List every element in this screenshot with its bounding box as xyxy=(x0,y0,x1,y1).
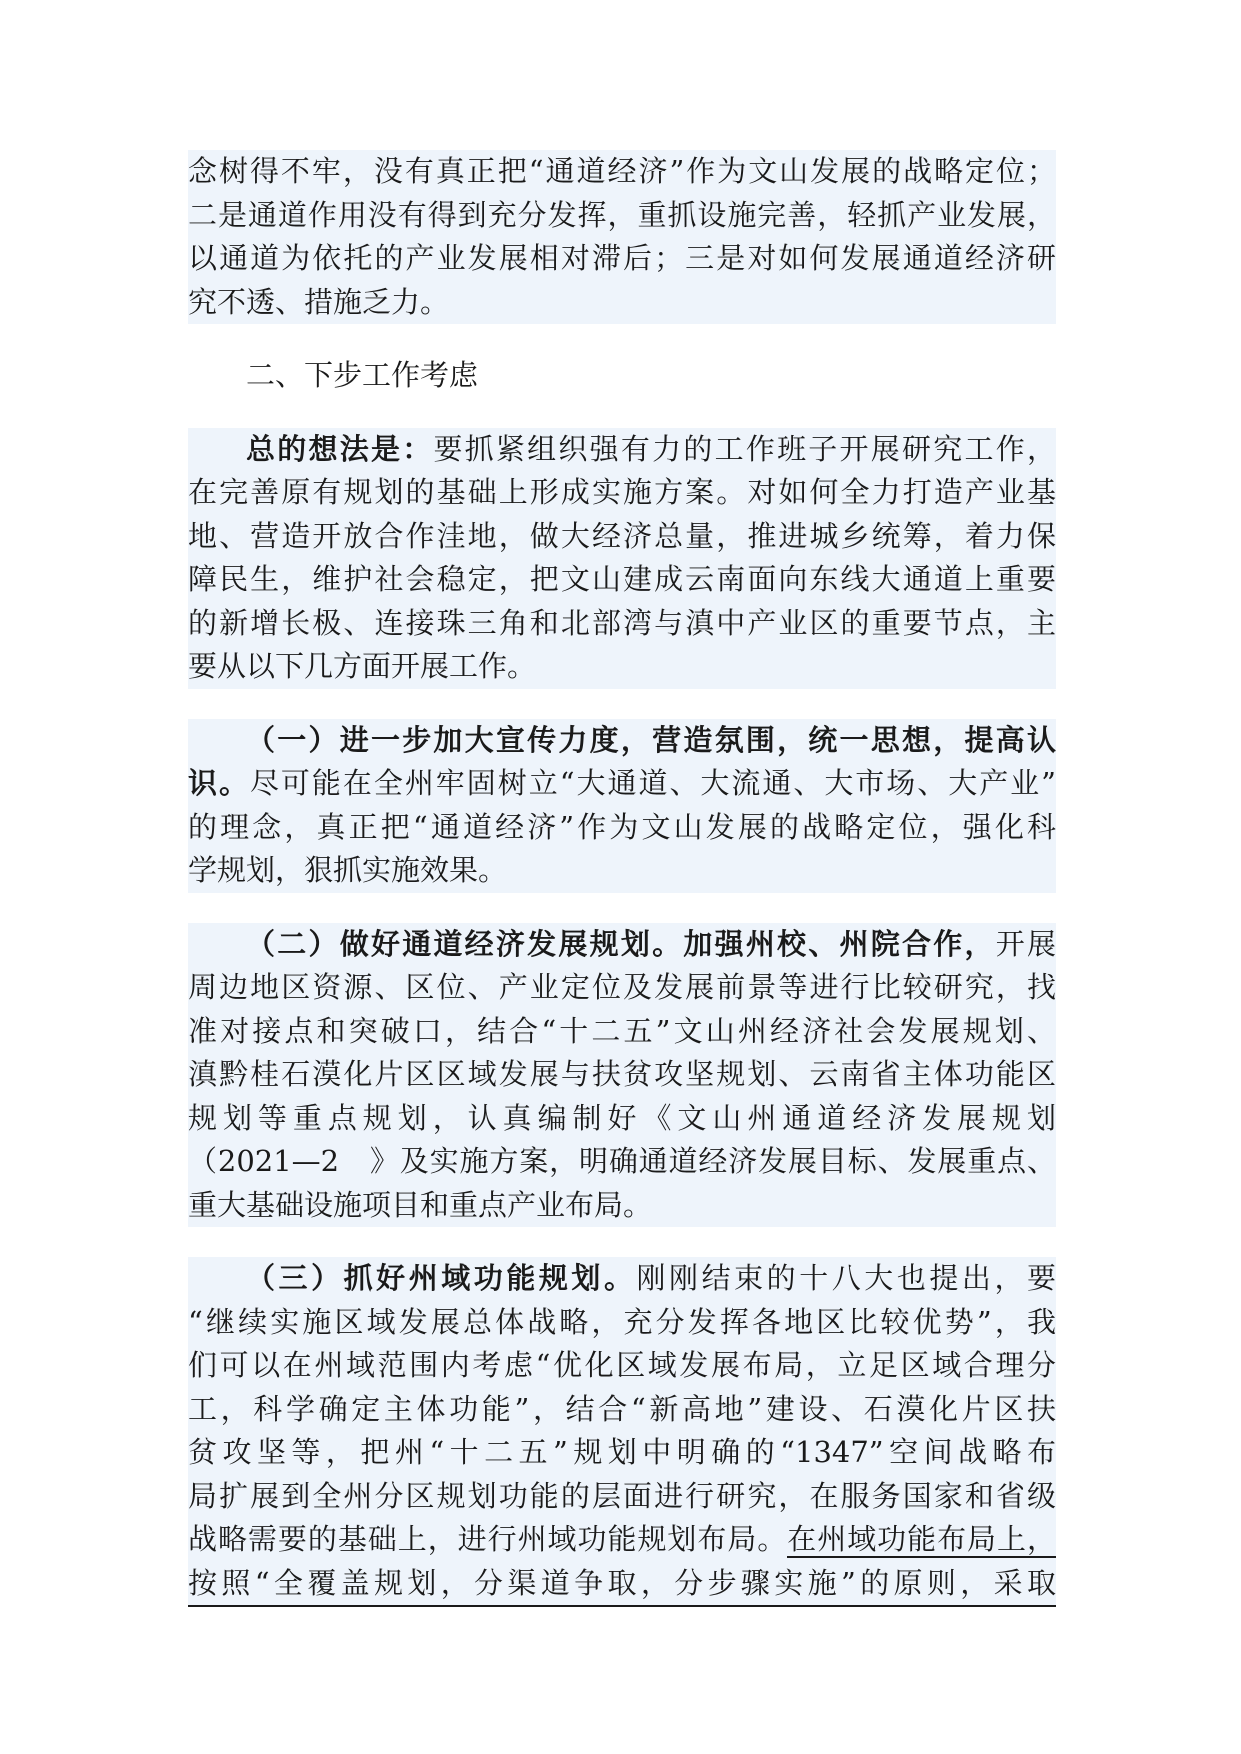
text-line: “继续实施区域发展总体战略，充分发挥各地区比较优势”，我 xyxy=(188,1304,1056,1339)
text-run: 开展 xyxy=(995,926,1056,961)
text-line: 地、营造开放合作洼地，做大经济总量，推进城乡统筹，着力保 xyxy=(188,518,1056,553)
document-page xyxy=(188,150,1056,1637)
text-line: 周边地区资源、区位、产业定位及发展前景等进行比较研究，找 xyxy=(188,970,1056,1004)
bold-lead: （三）抓好州域功能规划。 xyxy=(246,1261,637,1295)
text-line: 二是通道作用没有得到充分发挥，重抓设施完善，轻抓产业发展， xyxy=(188,197,1056,232)
text-line: 障民生，维护社会稳定，把文山建成云南面向东线大通道上重要 xyxy=(188,562,1056,596)
text-run: 战略需要的基础上，进行州域功能规划布局。 xyxy=(188,1522,788,1556)
text-line: 工，科学确定主体功能”，结合“新高地”建设、石漠化片区扶 xyxy=(188,1391,1056,1426)
underlined-text: 在州域功能布局上， xyxy=(787,1522,1056,1556)
text-line: 要从以下几方面开展工作。 xyxy=(188,649,537,683)
bold-lead: 总的想法是： xyxy=(246,431,434,466)
text-line: 准对接点和突破口，结合“十二五”文山州经济社会发展规划、 xyxy=(188,1013,1056,1048)
text-line: 贫攻坚等，把州“十二五”规划中明确的“1347”空间战略布 xyxy=(188,1435,1056,1469)
paragraph-intro xyxy=(188,150,1056,324)
text-line xyxy=(188,1518,1056,1562)
paragraph-overall xyxy=(188,428,1056,689)
text-line: 重大基础设施项目和重点产业布局。 xyxy=(188,1187,653,1222)
text-line: 局扩展到全州分区规划功能的层面进行研究，在服务国家和省级 xyxy=(188,1478,1056,1513)
bold-lead: （二）做好通道经济发展规划。加强州校、州院合作， xyxy=(246,926,996,961)
text-line xyxy=(188,762,1056,806)
text-line: （2021—2 》及实施方案，明确通道经济发展目标、发展重点、 xyxy=(188,1144,1056,1178)
text-line xyxy=(188,428,1056,472)
bold-lead: 识。 xyxy=(188,766,250,800)
section-heading: 二、下步工作考虑 xyxy=(246,358,479,392)
text-line: 以通道为依托的产业发展相对滞后；三是对如何发展通道经济研 xyxy=(188,241,1056,275)
paragraph-section-two xyxy=(188,923,1056,1228)
paragraph-section-three xyxy=(188,1257,1056,1607)
text-line: 滇黔桂石漠化片区区域发展与扶贫攻坚规划、云南省主体功能区 xyxy=(188,1057,1056,1091)
text-line xyxy=(188,923,1056,967)
text-run: 刚刚结束的十八大也提出，要 xyxy=(636,1261,1056,1295)
bold-heading-line: （一）进一步加大宣传力度，营造氛围，统一思想，提高认 xyxy=(246,722,1056,757)
text-line: 在完善原有规划的基础上形成实施方案。对如何全力打造产业基 xyxy=(188,475,1056,509)
text-line xyxy=(188,1257,1056,1301)
text-line: 的新增长极、连接珠三角和北部湾与滇中产业区的重要节点，主 xyxy=(188,605,1056,640)
text-line: 学规划，狠抓实施效果。 xyxy=(188,853,508,887)
paragraph-section-one xyxy=(188,719,1056,893)
underlined-line: 按照“全覆盖规划，分渠道争取，分步骤实施”的原则，采取 xyxy=(188,1562,1056,1608)
text-line: 的理念，真正把“通道经济”作为文山发展的战略定位，强化科 xyxy=(188,809,1056,844)
text-line: 规划等重点规划，认真编制好《文山州通道经济发展规划 xyxy=(188,1100,1056,1135)
text-run: 要抓紧组织强有力的工作班子开展研究工作， xyxy=(433,431,1056,466)
text-line: 们可以在州域范围内考虑“优化区域发展布局，立足区域合理分 xyxy=(188,1348,1056,1382)
text-line: 究不透、措施乏力。 xyxy=(188,284,450,319)
text-line: 念树得不牢，没有真正把“通道经济”作为文山发展的战略定位； xyxy=(188,154,1056,188)
text-run: 尽可能在全州牢固树立“大通道、大流通、大市场、大产业” xyxy=(249,766,1056,800)
